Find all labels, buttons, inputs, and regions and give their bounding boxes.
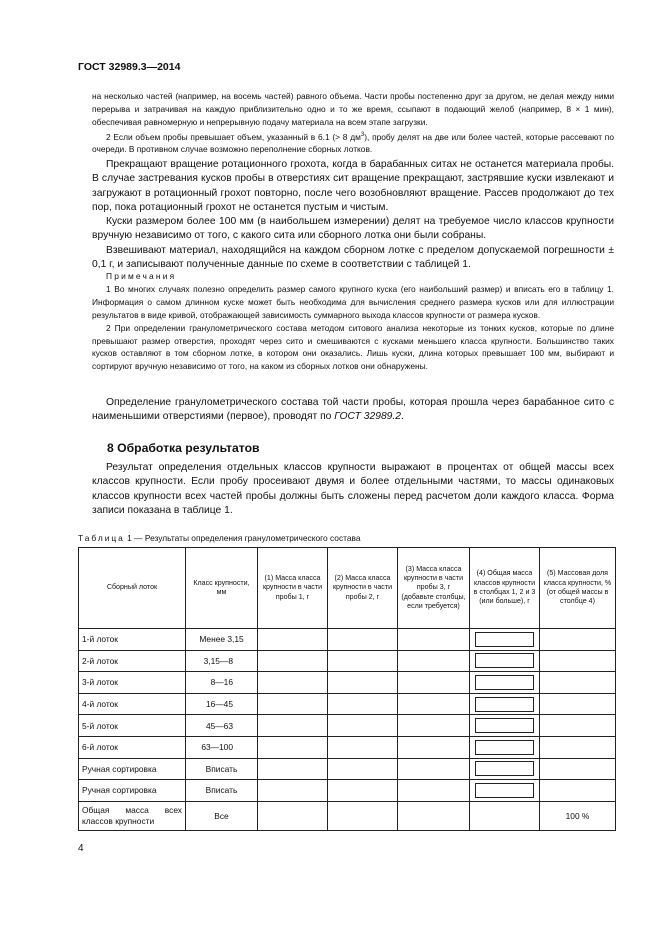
table-row: Ручная сортировка Вписать	[79, 758, 616, 780]
paragraph-large-pieces: Куски размером более 100 мм (в наибольшем измерении) делят на требуемое число классов крупности вручную независимо от того, с какого сита или сборного лотка они были собраны.	[92, 216, 614, 242]
table-row: 5-й лоток 45—63	[79, 715, 616, 737]
note-2: 2 При определении гранулометрического состава методом ситового анализа некоторые из тонких кусков, которые по длине превышают размер отверстия, проходят через сито и смешиваются с кусками меньшего класса крупности. Большинство таких кусков оставляют в том сборном лотке, в котором они оказались. Лишь куски, длина которых превышает 100 мм, выбирают и сортируют вручную независимо от того, на каком из сборных лотков они обнаружены.	[92, 322, 614, 372]
document-header: ГОСТ 32989.3—2014	[78, 61, 181, 73]
top-note-block	[92, 90, 614, 156]
page-number: 4	[78, 843, 84, 854]
table-row: 6-й лоток 63—100	[79, 736, 616, 758]
results-table	[78, 547, 616, 831]
section-title: 8 Обработка результатов	[107, 441, 260, 455]
header-col5: (5) Массовая доля класса крупности, % (от общей массы в столбце 4)	[540, 548, 616, 629]
table-row: Ручная сортировка Вписать	[79, 780, 616, 802]
header-col4: (4) Общая масса классов крупности в столбцах 1, 2 и 3 (или больше), г	[470, 548, 540, 629]
table-total-row: Общая масса всех классов крупности Все 100 %	[79, 801, 616, 830]
main-text-block	[92, 158, 614, 272]
paragraph-stop-rotation: Прекращают вращение ротационного грохота, когда в барабанных ситах не останется материала пробы. В случае застревания кусков пробы в отверстиях сит вращение прекращают, застрявшие куски извлекают и загружают в ротационный грохот повторно, после чего возобновляют вращение. Рассев продолжают до тех пор, пока ротационный грохот не останется пустым и чистым.	[92, 159, 614, 213]
table-row: 2-й лоток 3,15—8	[79, 650, 616, 672]
note-2-previous: 2 Если объем пробы превышает объем, указанный в 6.1 (> 8 $дм^3$), пробу делят на две или более частей, которые рассевают по очереди. В противном случае возможно переполнение сборных лотков.	[92, 131, 614, 155]
table-row: 3-й лоток 8—16	[79, 672, 616, 694]
table-caption: Таблица 1 — Результаты определения гранулометрического состава	[78, 533, 361, 543]
note-continuation: на несколько частей (например, на восемь частей) равного объема. Части пробы постепенно друг за другом, не делая между ними перерыва и затрачивая на каждую приблизительно одно и то же время, ссыпают в подающий желоб (например, 8 × 1 мин), обеспечивая равномерную и непрерывную подачу материала на всем этапе загрузки.	[92, 91, 614, 127]
final-paragraph: Определение гранулометрического состава той части пробы, которая прошла через барабанное сито с наименьшими отверстиями (первое), проводят по ГОСТ 32989.2.	[92, 397, 614, 423]
header-col3: (3) Масса класса крупности в части пробы 3, г (добавьте столбцы, если требуется)	[398, 548, 470, 629]
notes-title: Примечания	[106, 271, 177, 281]
notes-block	[92, 270, 614, 373]
header-tray: Сборный лоток	[79, 548, 186, 629]
header-col2: (2) Масса класса крупности в части пробы 2, г	[328, 548, 398, 629]
section-text: Результат определения отдельных классов крупности выражают в процентах от общей массы всех классов крупности. Если пробу просеивают двумя и более отдельными частями, то массы одинаковых классов крупности всех частей пробы должны быть сложены перед расчетом доли каждого класса. Форма записи показана в таблице 1.	[92, 462, 614, 516]
table-header-row	[79, 548, 616, 629]
standard-reference: ГОСТ 32989.2	[334, 411, 401, 423]
table-row: 1-й лоток Менее 3,15	[79, 629, 616, 651]
paragraph-weighing: Взвешивают материал, находящийся на каждом сборном лотке с пределом допускаемой погрешности ± 0,1 г, и записывают полученные данные по схеме в соответствии с таблицей 1.	[92, 244, 614, 271]
header-col1: (1) Масса класса крупности в части пробы 1, г	[258, 548, 328, 629]
header-class: Класс крупности, мм	[186, 548, 258, 629]
note-1: 1 Во многих случаях полезно определить размер самого крупного куска (его наибольший размер) и вписать его в таблицу 1. Информация о самом длинном куске может быть необходима для вычисления среднего размера кусков или для иллюстрации результатов в виде кривой, отображающей зависимость суммарного выхода классов крупности от размера кусков.	[92, 283, 614, 320]
table-row: 4-й лоток 16—45	[79, 693, 616, 715]
